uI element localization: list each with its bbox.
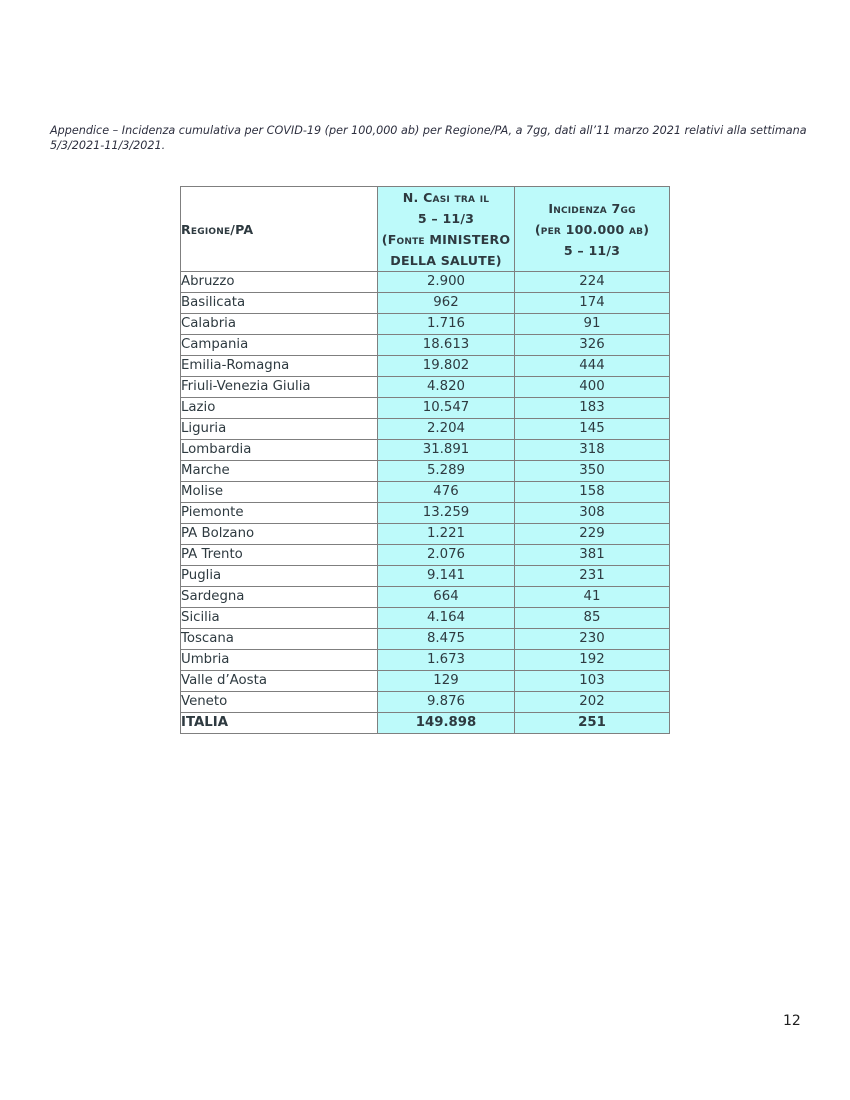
incidence-cell: 381 xyxy=(515,545,670,566)
table-row xyxy=(181,671,670,692)
header-incidence-line: Incidenza 7gg xyxy=(548,200,636,216)
table-row xyxy=(181,566,670,587)
cases-cell: 1.716 xyxy=(378,314,515,335)
table-row xyxy=(181,629,670,650)
table-row xyxy=(181,692,670,713)
region-cell: Friuli-Venezia Giulia xyxy=(181,377,378,398)
incidence-cell: 231 xyxy=(515,566,670,587)
header-cases-line: (Fonte MINISTERO xyxy=(381,232,511,247)
region-cell: Liguria xyxy=(181,419,378,440)
incidence-cell: 224 xyxy=(515,272,670,293)
region-cell: Lombardia xyxy=(181,440,378,461)
table-row xyxy=(181,650,670,671)
total-incidence-cell: 251 xyxy=(515,713,670,734)
table-row xyxy=(181,440,670,461)
table-row xyxy=(181,398,670,419)
header-cases-line: N. Casi tra il xyxy=(402,190,490,205)
region-cell: PA Trento xyxy=(181,545,378,566)
header-cases-line: DELLA SALUTE) xyxy=(390,253,502,268)
cases-cell: 31.891 xyxy=(378,440,515,461)
region-cell: Lazio xyxy=(181,398,378,419)
table-row xyxy=(181,377,670,398)
region-cell: Umbria xyxy=(181,650,378,671)
cases-cell: 1.221 xyxy=(378,524,515,545)
incidence-cell: 318 xyxy=(515,440,670,461)
cases-cell: 9.876 xyxy=(378,692,515,713)
region-cell: Marche xyxy=(181,461,378,482)
table-row xyxy=(181,356,670,377)
incidence-cell: 308 xyxy=(515,503,670,524)
incidence-cell: 174 xyxy=(515,293,670,314)
table-row xyxy=(181,482,670,503)
cases-cell: 5.289 xyxy=(378,461,515,482)
header-incidence-line: (per 100.000 ab) xyxy=(534,221,650,237)
incidence-cell: 326 xyxy=(515,335,670,356)
cases-cell: 13.259 xyxy=(378,503,515,524)
cases-cell: 129 xyxy=(378,671,515,692)
incidence-table xyxy=(180,186,670,734)
appendix-caption: Appendice – Incidenza cumulativa per COVID-19 (per 100,000 ab) per Regione/PA, a 7gg, dati all’11 marzo 2021 relativi alla settimana 5/3/2021-11/3/2021. xyxy=(50,124,807,152)
cases-cell: 2.204 xyxy=(378,419,515,440)
region-cell: Veneto xyxy=(181,692,378,713)
incidence-cell: 145 xyxy=(515,419,670,440)
cases-cell: 10.547 xyxy=(378,398,515,419)
table-row xyxy=(181,461,670,482)
incidence-cell: 192 xyxy=(515,650,670,671)
region-cell: Abruzzo xyxy=(181,272,378,293)
cases-cell: 4.164 xyxy=(378,608,515,629)
header-region: Regione/PA xyxy=(181,187,378,272)
cases-cell: 1.673 xyxy=(378,650,515,671)
incidence-cell: 230 xyxy=(515,629,670,650)
incidence-cell: 103 xyxy=(515,671,670,692)
incidence-cell: 158 xyxy=(515,482,670,503)
table-row xyxy=(181,293,670,314)
cases-cell: 2.900 xyxy=(378,272,515,293)
header-cases-line: 5 – 11/3 xyxy=(417,211,475,226)
table-row xyxy=(181,524,670,545)
cases-cell: 9.141 xyxy=(378,566,515,587)
region-cell: Campania xyxy=(181,335,378,356)
table-row xyxy=(181,545,670,566)
total-region-cell: ITALIA xyxy=(181,713,378,734)
table-row xyxy=(181,419,670,440)
cases-cell: 962 xyxy=(378,293,515,314)
region-cell: Calabria xyxy=(181,314,378,335)
table-header-row xyxy=(181,187,670,272)
region-cell: Molise xyxy=(181,482,378,503)
table-row xyxy=(181,503,670,524)
region-cell: Emilia-Romagna xyxy=(181,356,378,377)
incidence-cell: 85 xyxy=(515,608,670,629)
incidence-cell: 202 xyxy=(515,692,670,713)
table-row xyxy=(181,587,670,608)
table-row xyxy=(181,608,670,629)
header-incidence-line: 5 – 11/3 xyxy=(563,242,621,258)
cases-cell: 4.820 xyxy=(378,377,515,398)
cases-cell: 8.475 xyxy=(378,629,515,650)
cases-cell: 664 xyxy=(378,587,515,608)
table-total-row xyxy=(181,713,670,734)
region-cell: Piemonte xyxy=(181,503,378,524)
cases-cell: 476 xyxy=(378,482,515,503)
table-row xyxy=(181,272,670,293)
region-cell: Toscana xyxy=(181,629,378,650)
header-cases xyxy=(378,187,515,272)
table-row xyxy=(181,335,670,356)
incidence-cell: 41 xyxy=(515,587,670,608)
header-incidence xyxy=(515,187,670,272)
table-row xyxy=(181,314,670,335)
region-cell: PA Bolzano xyxy=(181,524,378,545)
region-cell: Puglia xyxy=(181,566,378,587)
region-cell: Basilicata xyxy=(181,293,378,314)
incidence-cell: 444 xyxy=(515,356,670,377)
incidence-cell: 229 xyxy=(515,524,670,545)
incidence-cell: 400 xyxy=(515,377,670,398)
incidence-cell: 91 xyxy=(515,314,670,335)
region-cell: Valle d’Aosta xyxy=(181,671,378,692)
region-cell: Sicilia xyxy=(181,608,378,629)
cases-cell: 18.613 xyxy=(378,335,515,356)
total-cases-cell: 149.898 xyxy=(378,713,515,734)
page-number: 12 xyxy=(783,1013,801,1029)
incidence-cell: 350 xyxy=(515,461,670,482)
cases-cell: 19.802 xyxy=(378,356,515,377)
cases-cell: 2.076 xyxy=(378,545,515,566)
region-cell: Sardegna xyxy=(181,587,378,608)
incidence-cell: 183 xyxy=(515,398,670,419)
